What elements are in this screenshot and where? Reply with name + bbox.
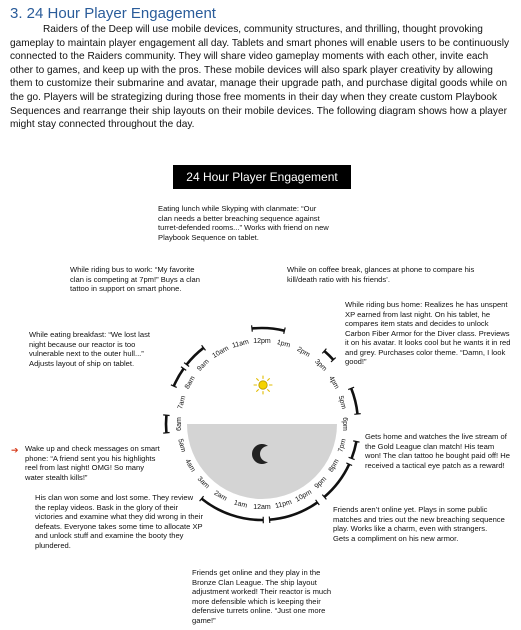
hour-label: 7am (176, 395, 188, 411)
marker-tick (252, 325, 253, 331)
note-replay-review: His clan won some and lost some. They review the replay videos. Bask in the glory of their victories and examine what they did wrong in their defeats. Everyone takes some time to allocate XP and unlock stuff and examine the booty they plundered. (35, 493, 203, 550)
hour-label: 5am (176, 438, 187, 454)
intro-paragraph: Raiders of the Deep will use mobile devices, community structures, and thrilling, thought provoking gameplay to maintain player engagement all day. Tablets and smart phones will enable users to be continuously connected to the Raiders community. They will share video gameplay moments with each other, invite each other to games, and keep up with the pros. These mobile devices will also spark player creativity by allowing them to customize their submarine and avatar, manage their upgrade path, and purchase digital goods while on the go. Players will be strategizing during those free moments in their day when they create custom Playbook Sequences and rearrange their ship layouts on their mobile devices. The following diagram shows how a player might stay connected throughout the day. (10, 24, 510, 131)
wake-arrow-icon: ➔ (11, 445, 19, 455)
note-home-livestream: Gets home and watches the live stream of the Gold League clan match! His team won! The clan tattoo he bought paid off! He received a tactical eye patch as a reward! (365, 432, 510, 470)
marker-tick (163, 415, 169, 416)
marker-tick (353, 441, 359, 442)
note-coffee-break: While on coffee break, glances at phone to compare his kill/death ratio with his friends’. (287, 265, 475, 284)
note-bus-home: While riding bus home: Realizes he has unspent XP earned from last night. On his tablet, he compares item stats and decides to unlock Carbon Fiber Armor for the Diver class. Previews it on his avatar. It looks cool but he wants it in red and grey. Purchases color theme. “Damn, I look good!” (345, 300, 511, 366)
note-bus-to-work: While riding bus to work: “My favorite clan is competing at 7pm!” Buys a clan tattoo in support on smart phone. (70, 265, 200, 293)
note-public-matches: Friends aren’t online yet. Plays in some public matches and tries out the new breaching sequence play. Works like a charm, even with strangers. Gets a compliment on his new armor. (333, 505, 505, 543)
hour-label: 4pm (327, 375, 341, 391)
hour-label: 9am (196, 358, 211, 373)
hour-label: 6pm (341, 417, 349, 431)
hour-label: 1pm (275, 338, 291, 350)
hour-label: 2pm (295, 345, 311, 359)
hour-label: 12pm (253, 337, 271, 345)
hour-label: 3pm (313, 358, 328, 373)
hour-label: 6am (175, 417, 183, 431)
marker-tick (269, 517, 270, 523)
hour-label: 8am (183, 375, 197, 391)
hour-label: 1am (232, 499, 248, 510)
marker-tick (163, 433, 169, 434)
hour-label: 5pm (336, 395, 348, 411)
hour-label: 10pm (294, 488, 314, 504)
hour-label: 3am (195, 475, 211, 491)
marker-tick (354, 414, 360, 415)
hour-label: 2am (212, 489, 228, 503)
hour-label: 7pm (337, 438, 348, 454)
note-bronze-league: Friends get online and they play in the Bronze Clan League. The ship layout adjustment worked! Their reactor is much more defensible which is keeping their defensive turrets online. “Just one more game!” (192, 568, 332, 625)
note-breakfast: While eating breakfast: “We lost last night because our reactor is too vulnerable next to the outer hull...” Adjusts layout of ship on tablet. (29, 330, 150, 368)
sun-icon (254, 376, 272, 394)
note-lunch: Eating lunch while Skyping with clanmate: “Our clan needs a better breaching sequence against turret-defended rooms...” Works with friend on new Playbook Sequence on tablet. (158, 204, 329, 242)
marker-arc-bus-home (351, 388, 357, 414)
diagram-title-banner: 24 Hour Player Engagement (173, 165, 351, 189)
marker-arc-coffee (324, 351, 333, 360)
hour-label: 4am (183, 458, 197, 474)
marker-arc-lunch (252, 328, 284, 331)
marker-tick (284, 328, 286, 334)
hour-label: 11am (231, 338, 250, 350)
hour-label: 10am (211, 344, 231, 360)
hour-label: 9pm (313, 475, 329, 491)
section-heading: 3. 24 Hour Player Engagement (10, 5, 216, 22)
hour-label: 8pm (327, 458, 341, 474)
hour-label: 12am (253, 503, 271, 511)
marker-arc-breakfast (174, 369, 184, 387)
hour-label: 11pm (274, 498, 293, 511)
note-wake-up: Wake up and check messages on smart phone: “A friend sent you his highlights reel from last night! OMG! So many water stealth kills!” (25, 444, 160, 482)
marker-arc-home (352, 442, 357, 459)
